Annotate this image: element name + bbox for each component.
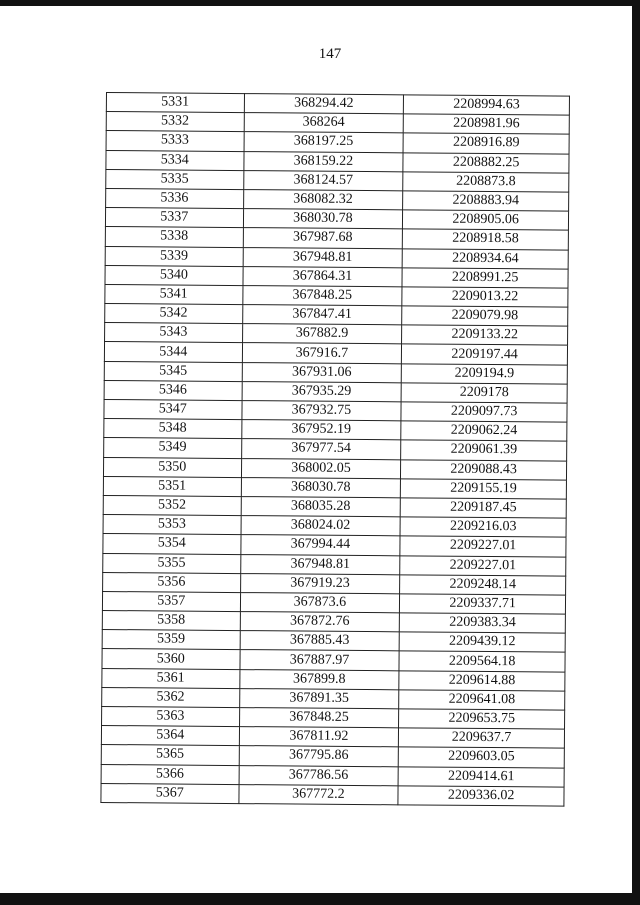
point-id-cell: 5331 [106, 93, 244, 113]
point-id-cell: 5357 [102, 591, 240, 611]
y-coordinate-cell: 2208981.96 [403, 114, 569, 134]
y-coordinate-cell: 2208934.64 [402, 248, 568, 268]
point-id-cell: 5355 [103, 553, 241, 573]
x-coordinate-cell: 367885.43 [240, 631, 400, 651]
x-coordinate-cell: 367811.92 [239, 727, 399, 747]
x-coordinate-cell: 367977.54 [241, 439, 401, 459]
point-id-cell: 5361 [102, 668, 240, 688]
x-coordinate-cell: 368294.42 [244, 94, 404, 114]
x-coordinate-cell: 367916.7 [242, 343, 402, 363]
page-number: 147 [318, 46, 342, 62]
point-id-cell: 5345 [104, 361, 242, 381]
x-coordinate-cell: 367935.29 [242, 381, 402, 401]
y-coordinate-cell: 2209603.05 [398, 747, 564, 767]
point-id-cell: 5354 [103, 534, 241, 554]
x-coordinate-cell: 367899.8 [239, 669, 399, 689]
point-id-cell: 5359 [102, 630, 240, 650]
x-coordinate-cell: 368197.25 [244, 132, 404, 152]
y-coordinate-cell: 2208991.25 [402, 268, 568, 288]
x-coordinate-cell: 367873.6 [240, 592, 400, 612]
x-coordinate-cell: 368035.28 [241, 497, 401, 517]
y-coordinate-cell: 2209653.75 [399, 709, 565, 729]
y-coordinate-cell: 2208905.06 [403, 210, 569, 230]
y-coordinate-cell: 2209155.19 [401, 479, 567, 499]
y-coordinate-cell: 2209414.61 [398, 766, 564, 786]
x-coordinate-cell: 367848.25 [239, 708, 399, 728]
y-coordinate-cell: 2209178 [401, 383, 567, 403]
x-coordinate-cell: 367864.31 [243, 266, 403, 286]
y-coordinate-cell: 2209439.12 [399, 632, 565, 652]
y-coordinate-cell: 2209637.7 [399, 728, 565, 748]
x-coordinate-cell: 368264 [244, 113, 404, 133]
point-id-cell: 5333 [106, 131, 244, 151]
x-coordinate-cell: 367882.9 [242, 324, 402, 344]
x-coordinate-cell: 368024.02 [241, 516, 401, 536]
x-coordinate-cell: 367891.35 [239, 688, 399, 708]
x-coordinate-cell: 368159.22 [243, 151, 403, 171]
coordinate-table-body [101, 93, 570, 807]
x-coordinate-cell: 367772.2 [238, 784, 398, 804]
point-id-cell: 5341 [105, 284, 243, 304]
y-coordinate-cell: 2209062.24 [401, 421, 567, 441]
x-coordinate-cell: 367931.06 [242, 362, 402, 382]
x-coordinate-cell: 367786.56 [239, 765, 399, 785]
y-coordinate-cell: 2209564.18 [399, 651, 565, 671]
point-id-cell: 5362 [102, 687, 240, 707]
point-id-cell: 5337 [105, 208, 243, 228]
y-coordinate-cell: 2209187.45 [400, 498, 566, 518]
point-id-cell: 5364 [101, 726, 239, 746]
point-id-cell: 5344 [104, 342, 242, 362]
point-id-cell: 5340 [105, 265, 243, 285]
y-coordinate-cell: 2208918.58 [403, 229, 569, 249]
point-id-cell: 5363 [102, 706, 240, 726]
y-coordinate-cell: 2209061.39 [401, 440, 567, 460]
point-id-cell: 5346 [104, 380, 242, 400]
y-coordinate-cell: 2209194.9 [402, 363, 568, 383]
x-coordinate-cell: 367948.81 [243, 247, 403, 267]
point-id-cell: 5335 [106, 169, 244, 189]
y-coordinate-cell: 2209336.02 [398, 786, 564, 806]
y-coordinate-cell: 2209216.03 [400, 517, 566, 537]
y-coordinate-cell: 2208994.63 [404, 95, 570, 115]
coordinate-table-container [100, 92, 570, 807]
point-id-cell: 5343 [105, 323, 243, 343]
point-id-cell: 5349 [104, 438, 242, 458]
point-id-cell: 5365 [101, 745, 239, 765]
y-coordinate-cell: 2208916.89 [403, 133, 569, 153]
x-coordinate-cell: 367932.75 [242, 401, 402, 421]
point-id-cell: 5332 [106, 112, 244, 132]
y-coordinate-cell: 2209097.73 [401, 402, 567, 422]
y-coordinate-cell: 2209614.88 [399, 670, 565, 690]
x-coordinate-cell: 367987.68 [243, 228, 403, 248]
point-id-cell: 5342 [105, 304, 243, 324]
x-coordinate-cell: 367848.25 [242, 285, 402, 305]
point-id-cell: 5339 [105, 246, 243, 266]
y-coordinate-cell: 2209337.71 [400, 594, 566, 614]
x-coordinate-cell: 368030.78 [241, 477, 401, 497]
x-coordinate-cell: 367795.86 [239, 746, 399, 766]
y-coordinate-cell: 2209248.14 [400, 575, 566, 595]
y-coordinate-cell: 2209079.98 [402, 306, 568, 326]
y-coordinate-cell: 2209013.22 [402, 287, 568, 307]
x-coordinate-cell: 368082.32 [243, 190, 403, 210]
point-id-cell: 5367 [101, 783, 239, 803]
x-coordinate-cell: 367994.44 [240, 535, 400, 555]
y-coordinate-cell: 2208873.8 [403, 172, 569, 192]
y-coordinate-cell: 2209641.08 [399, 690, 565, 710]
point-id-cell: 5350 [103, 457, 241, 477]
x-coordinate-cell: 368002.05 [241, 458, 401, 478]
y-coordinate-cell: 2209088.43 [401, 459, 567, 479]
point-id-cell: 5352 [103, 495, 241, 515]
y-coordinate-cell: 2209197.44 [402, 344, 568, 364]
y-coordinate-cell: 2209227.01 [400, 536, 566, 556]
x-coordinate-cell: 367887.97 [240, 650, 400, 670]
x-coordinate-cell: 368030.78 [243, 209, 403, 229]
x-coordinate-cell: 367919.23 [240, 573, 400, 593]
point-id-cell: 5353 [103, 515, 241, 535]
point-id-cell: 5348 [104, 419, 242, 439]
point-id-cell: 5338 [105, 227, 243, 247]
point-id-cell: 5356 [103, 572, 241, 592]
point-id-cell: 5366 [101, 764, 239, 784]
x-coordinate-cell: 367952.19 [241, 420, 401, 440]
x-coordinate-cell: 368124.57 [243, 170, 403, 190]
y-coordinate-cell: 2209227.01 [400, 555, 566, 575]
point-id-cell: 5336 [106, 188, 244, 208]
y-coordinate-cell: 2209133.22 [402, 325, 568, 345]
y-coordinate-cell: 2209383.34 [400, 613, 566, 633]
point-id-cell: 5351 [103, 476, 241, 496]
point-id-cell: 5358 [102, 611, 240, 631]
table-row [101, 783, 564, 806]
coordinate-table [100, 92, 570, 807]
point-id-cell: 5347 [104, 399, 242, 419]
y-coordinate-cell: 2208883.94 [403, 191, 569, 211]
point-id-cell: 5334 [106, 150, 244, 170]
point-id-cell: 5360 [102, 649, 240, 669]
y-coordinate-cell: 2208882.25 [403, 152, 569, 172]
x-coordinate-cell: 367948.81 [240, 554, 400, 574]
x-coordinate-cell: 367872.76 [240, 612, 400, 632]
x-coordinate-cell: 367847.41 [242, 305, 402, 325]
